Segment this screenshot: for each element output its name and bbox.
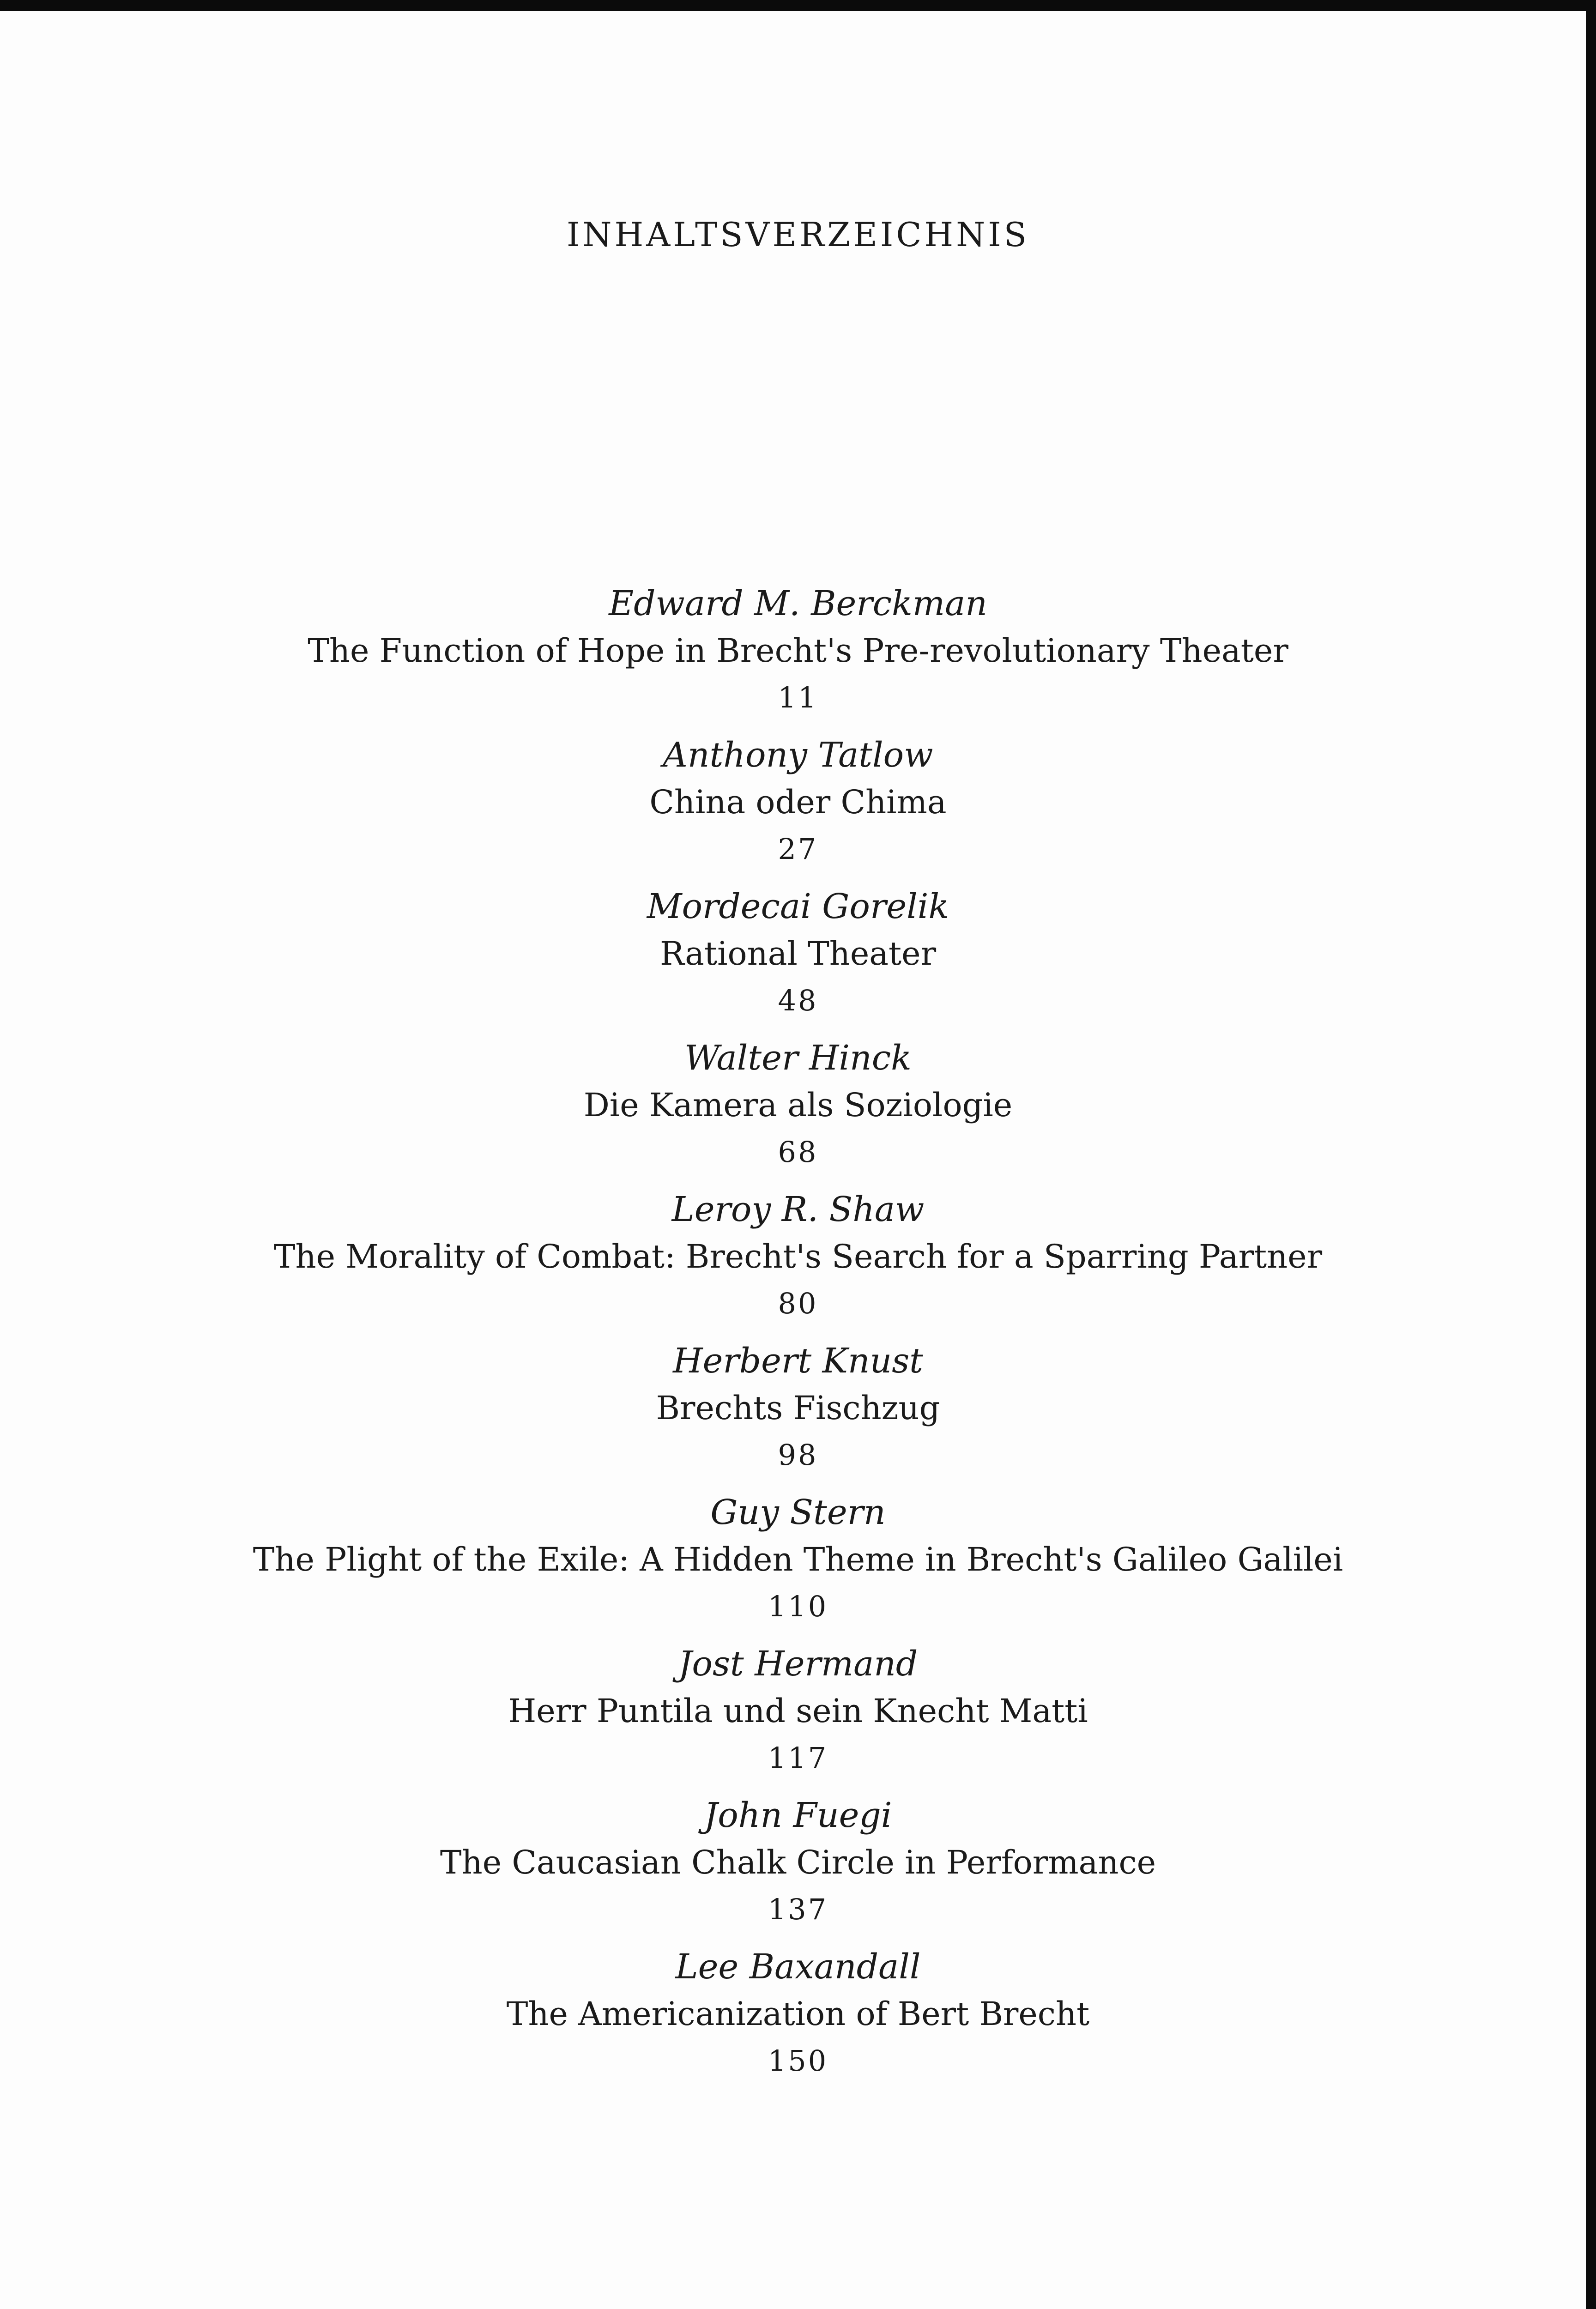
entry-page-number: 48: [778, 984, 818, 1017]
entry-page-number: 117: [768, 1741, 828, 1775]
entry-page-number: 11: [778, 681, 818, 714]
entry-title: Brechts Fischzug: [656, 1389, 940, 1427]
entry-author: Jost Hermand: [678, 1644, 918, 1684]
entry-page-number: 27: [778, 832, 818, 866]
entry-page-number: 80: [778, 1287, 818, 1320]
toc-entry: [0, 1034, 1596, 1186]
toc-entry: [0, 1792, 1596, 1943]
toc-entry: [0, 731, 1596, 883]
entry-page-number: 137: [768, 1892, 828, 1926]
entry-title: The Americanization of Bert Brecht: [506, 1995, 1090, 2033]
entry-page-number: 110: [768, 1590, 828, 1623]
entry-author: Herbert Knust: [673, 1341, 923, 1381]
entry-page-number: 150: [768, 2044, 828, 2078]
entry-title: The Morality of Combat: Brecht's Search for a Sparring Partner: [273, 1238, 1323, 1275]
page-heading: INHALTSVERZEICHNIS: [567, 215, 1029, 254]
entry-title: Rational Theater: [659, 935, 937, 973]
entry-author: Guy Stern: [710, 1493, 886, 1532]
entry-title: The Plight of the Exile: A Hidden Theme in Brecht's Galileo Galilei: [253, 1541, 1343, 1578]
entry-author: Mordecai Gorelik: [647, 887, 949, 926]
toc-entry: [0, 883, 1596, 1034]
entry-author: Anthony Tatlow: [663, 735, 933, 775]
toc-entry: [0, 1943, 1596, 2095]
toc-entry: [0, 1186, 1596, 1337]
table-of-contents: [0, 580, 1596, 2095]
toc-entry: [0, 580, 1596, 731]
entry-author: Leroy R. Shaw: [671, 1190, 925, 1229]
entry-title: The Function of Hope in Brecht's Pre-revolutionary Theater: [308, 632, 1288, 670]
entry-author: Lee Baxandall: [675, 1947, 921, 1987]
entry-author: Edward M. Berckman: [609, 584, 987, 623]
toc-entry: [0, 1337, 1596, 1489]
entry-page-number: 68: [778, 1135, 818, 1169]
entry-title: Die Kamera als Soziologie: [583, 1086, 1013, 1124]
entry-title: The Caucasian Chalk Circle in Performance: [440, 1844, 1156, 1881]
entry-page-number: 98: [778, 1438, 818, 1472]
entry-author: Walter Hinck: [684, 1038, 912, 1078]
toc-entry: [0, 1640, 1596, 1792]
entry-title: China oder Chima: [649, 783, 947, 821]
toc-entry: [0, 1489, 1596, 1640]
entry-title: Herr Puntila und sein Knecht Matti: [508, 1692, 1088, 1730]
entry-author: John Fuegi: [704, 1795, 892, 1835]
